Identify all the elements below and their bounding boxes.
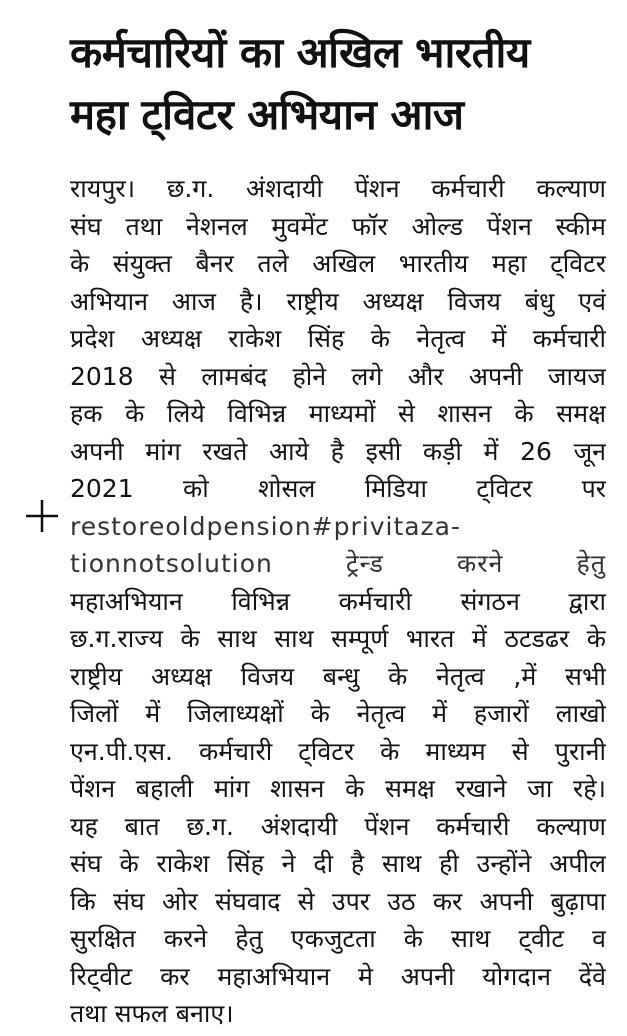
headline-line: महा ट्विटर अभियान आज	[70, 90, 464, 139]
article-line: संघ तथा नेशनल मुवमेंट फॉर ओल्ड पेंशन स्कीम	[70, 211, 606, 241]
article-line: राष्ट्रीय अध्यक्ष विजय बन्धु के नेतृत्व ,में सभी	[70, 661, 606, 691]
article-line: के संयुक्त बैनर तले अखिल भारतीय महा ट्विटर	[70, 249, 606, 278]
article-line: सुरक्षित करने हेतु एकजुटता के साथ ट्वीट व	[70, 924, 606, 953]
headline-line: कर्मचारियों का अखिल भारतीय	[70, 28, 530, 77]
article-line: अभियान आज है। राष्ट्रीय अध्यक्ष विजय बंधु एवं	[70, 286, 606, 316]
article-line: तथा सफल बनाए।	[70, 999, 234, 1028]
article-line-hashtag: tionnotsolution ट्रेन्ड करने हेतु	[70, 549, 606, 578]
article-line: कि संघ ओर संघवाद से उपर उठ कर अपनी बुढ़ापा	[70, 886, 606, 916]
article-line: महाअभियान विभिन्न कर्मचारी संगठन द्वारा	[70, 586, 606, 616]
article-line: रायपुर। छ.ग. अंशदायी पेंशन कर्मचारी कल्याण	[70, 174, 606, 203]
article-line: 2018 से लामबंद होने लगे और अपनी जायज	[70, 361, 606, 391]
headline	[70, 22, 620, 146]
article-line: हक के लिये विभिन्न माध्यमों से शासन के समक्ष	[70, 399, 606, 428]
article-line: पेंशन बहाली मांग शासन के समक्ष रखाने जा रहे।	[70, 774, 606, 803]
article-line: अपनी मांग रखते आये है इसी कड़ी में 26 जून	[70, 436, 606, 466]
article-line: जिलों में जिलाध्यक्षों के नेतृत्व में हजारों लाखो	[70, 699, 606, 728]
article-line: छ.ग.राज्य के साथ साथ सम्पूर्ण भारत में ठटडढर के	[70, 624, 606, 653]
article-body	[70, 170, 606, 1033]
article-line: 2021 को शोसल मिडिया ट्विटर पर	[70, 474, 606, 503]
article-line: एन.पी.एस. कर्मचारी ट्विटर के माध्यम से पुरानी	[70, 736, 606, 766]
article-line: रिट्वीट कर महाअभियान मे अपनी योगदान देंवे	[70, 961, 606, 991]
article-line: प्रदेश अध्यक्ष राकेश सिंह के नेतृत्व में कर्मचारी	[70, 324, 606, 353]
article-line-hashtag: restoreoldpension#privitaza-	[70, 511, 462, 541]
crop-mark-icon	[22, 496, 62, 536]
article-line: संघ के राकेश सिंह ने दी है साथ ही उन्होंने अपील	[70, 849, 606, 878]
article-line: यह बात छ.ग. अंशदायी पेंशन कर्मचारी कल्याण	[70, 811, 606, 841]
